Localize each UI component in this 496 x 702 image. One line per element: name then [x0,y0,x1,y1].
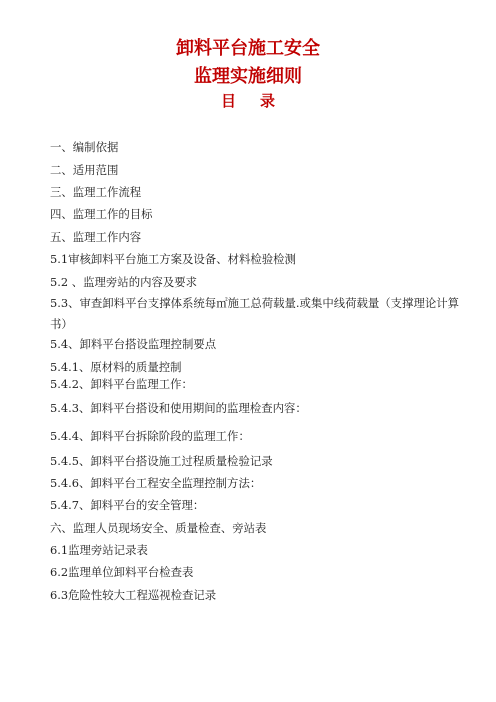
toc-item: 5.4.4、卸料平台拆除阶段的监理工作： [50,429,250,443]
toc-item: 四、监理工作的目标 [50,207,153,221]
toc-item: 六、监理人员现场安全、质量检查、旁站表 [50,521,267,535]
toc-item: 5.4.6、卸料平台工程安全监理控制方法： [50,476,262,490]
document-subtitle: 监理实施细则 [194,66,302,87]
toc-item: 5.2 、监理旁站的内容及要求 [50,275,198,289]
toc-item: 5.4.3、卸料平台搭设和使用期间的监理检查内容： [50,401,307,415]
toc-item: 5.4.7、卸料平台的安全管理： [50,498,205,512]
toc-item: 二、适用范围 [50,163,119,177]
toc-item: 6.3危险性较大工程巡视检查记录 [50,588,217,602]
toc-item: 6.1监理旁站记录表 [50,543,148,557]
toc-item: 一、编制依据 [50,140,119,154]
document-title: 卸料平台施工安全 [176,38,320,59]
toc-item: 5.1审核卸料平台施工方案及设备、材料检验检测 [50,252,296,266]
toc-item: 三、监理工作流程 [50,185,142,199]
toc-item: 5.4.2、卸料平台监理工作： [50,377,193,391]
toc-item: 5.3、审查卸料平台支撑体系统每㎡施工总荷载量.或集中线荷载量（支撑理论计算书） [50,296,460,331]
toc-heading: 目录 [220,92,299,110]
toc-item: 5.4、卸料平台搭设监理控制要点 [50,337,217,351]
toc-item: 6.2监理单位卸料平台检查表 [50,565,194,579]
toc-item: 五、监理工作内容 [50,230,142,244]
toc-item: 5.4.5、卸料平台搭设施工过程质量检验记录 [50,454,273,468]
toc-item: 5.4.1、原材料的质量控制 [50,360,182,374]
